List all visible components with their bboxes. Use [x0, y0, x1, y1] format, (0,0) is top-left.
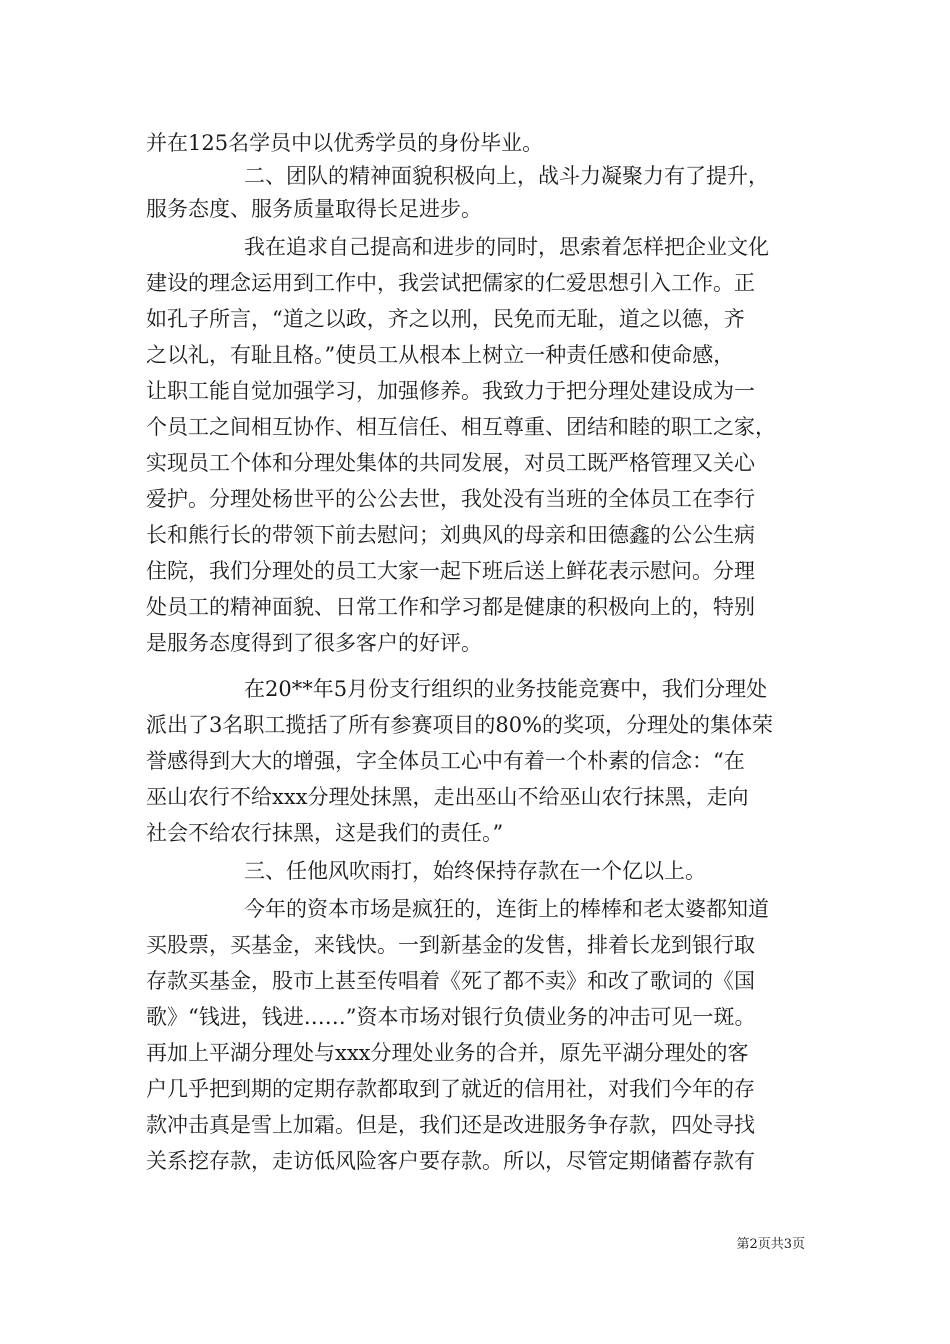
- text-line: 处员工的精神面貌、日常工作和学习都是健康的积极向上的，特别: [146, 595, 755, 619]
- text-line: 如孔子所言，“道之以政，齐之以刑，民免而无耻，道之以德，齐: [146, 307, 745, 331]
- text-line: 并在125名学员中以优秀学员的身份毕业。: [146, 131, 544, 155]
- text-line: 三、任他风吹雨打，始终保持存款在一个亿以上。: [244, 859, 706, 883]
- text-line: 巫山农行不给xxx分理处抹黑，走出巫山不给巫山农行抹黑，走向: [146, 785, 749, 809]
- text-line: 我在追求自己提高和进步的同时，思索着怎样把企业文化: [244, 235, 769, 259]
- text-line: 派出了3名职工揽括了所有参赛项目的80%的奖项，分理处的集体荣: [146, 713, 774, 737]
- text-line: 买股票，买基金，来钱快。一到新基金的发售，排着长龙到银行取: [146, 933, 755, 957]
- text-line: 社会不给农行抹黑，这是我们的责任。”: [146, 821, 504, 845]
- text-line: 关系挖存款，走访低风险客户要存款。所以，尽管定期储蓄存款有: [146, 1149, 755, 1173]
- text-line: 之以礼，有耻且格。”使员工从根本上树立一种责任感和使命感，: [146, 343, 735, 367]
- text-line: 建设的理念运用到工作中，我尝试把儒家的仁爱思想引入工作。正: [146, 271, 755, 295]
- text-line: 长和熊行长的带领下前去慰问；刘典风的母亲和田德鑫的公公生病: [146, 523, 755, 547]
- text-line: 让职工能自觉加强学习，加强修养。我致力于把分理处建设成为一: [146, 379, 755, 403]
- text-line: 个员工之间相互协作、相互信任、相互尊重、团结和睦的职工之家，: [146, 415, 776, 439]
- text-line: 户几乎把到期的定期存款都取到了就近的信用社，对我们今年的存: [146, 1077, 755, 1101]
- text-line: 实现员工个体和分理处集体的共同发展，对员工既严格管理又关心: [146, 451, 755, 475]
- text-line: 在20**年5月份支行组织的业务技能竞赛中，我们分理处: [244, 677, 768, 701]
- text-line: 二、团队的精神面貌积极向上，战斗力凝聚力有了提升，: [244, 164, 769, 188]
- text-line: 今年的资本市场是疯狂的，连街上的棒棒和老太婆都知道: [244, 897, 769, 921]
- text-line: 款冲击真是雪上加霜。但是，我们还是改进服务争存款，四处寻找: [146, 1113, 755, 1137]
- text-line: 爱护。分理处杨世平的公公去世，我处没有当班的全体员工在李行: [146, 487, 755, 511]
- text-line: 歌》“钱进，钱进……”资本市场对银行负债业务的冲击可见一斑。: [146, 1005, 756, 1029]
- text-line: 服务态度、服务质量取得长足进步。: [146, 197, 482, 221]
- text-line: 誉感得到大大的增强，字全体员工心中有着一个朴素的信念：“在: [146, 749, 745, 773]
- text-line: 是服务态度得到了很多客户的好评。: [146, 631, 482, 655]
- page-number-footer: 第2页共3页: [736, 1237, 805, 1252]
- text-line: 住院，我们分理处的员工大家一起下班后送上鲜花表示慰问。分理: [146, 559, 755, 583]
- text-line: 存款买基金，股市上甚至传唱着《死了都不卖》和改了歌词的《国: [146, 969, 755, 993]
- text-line: 再加上平湖分理处与xxx分理处业务的合并，原先平湖分理处的客: [146, 1041, 749, 1065]
